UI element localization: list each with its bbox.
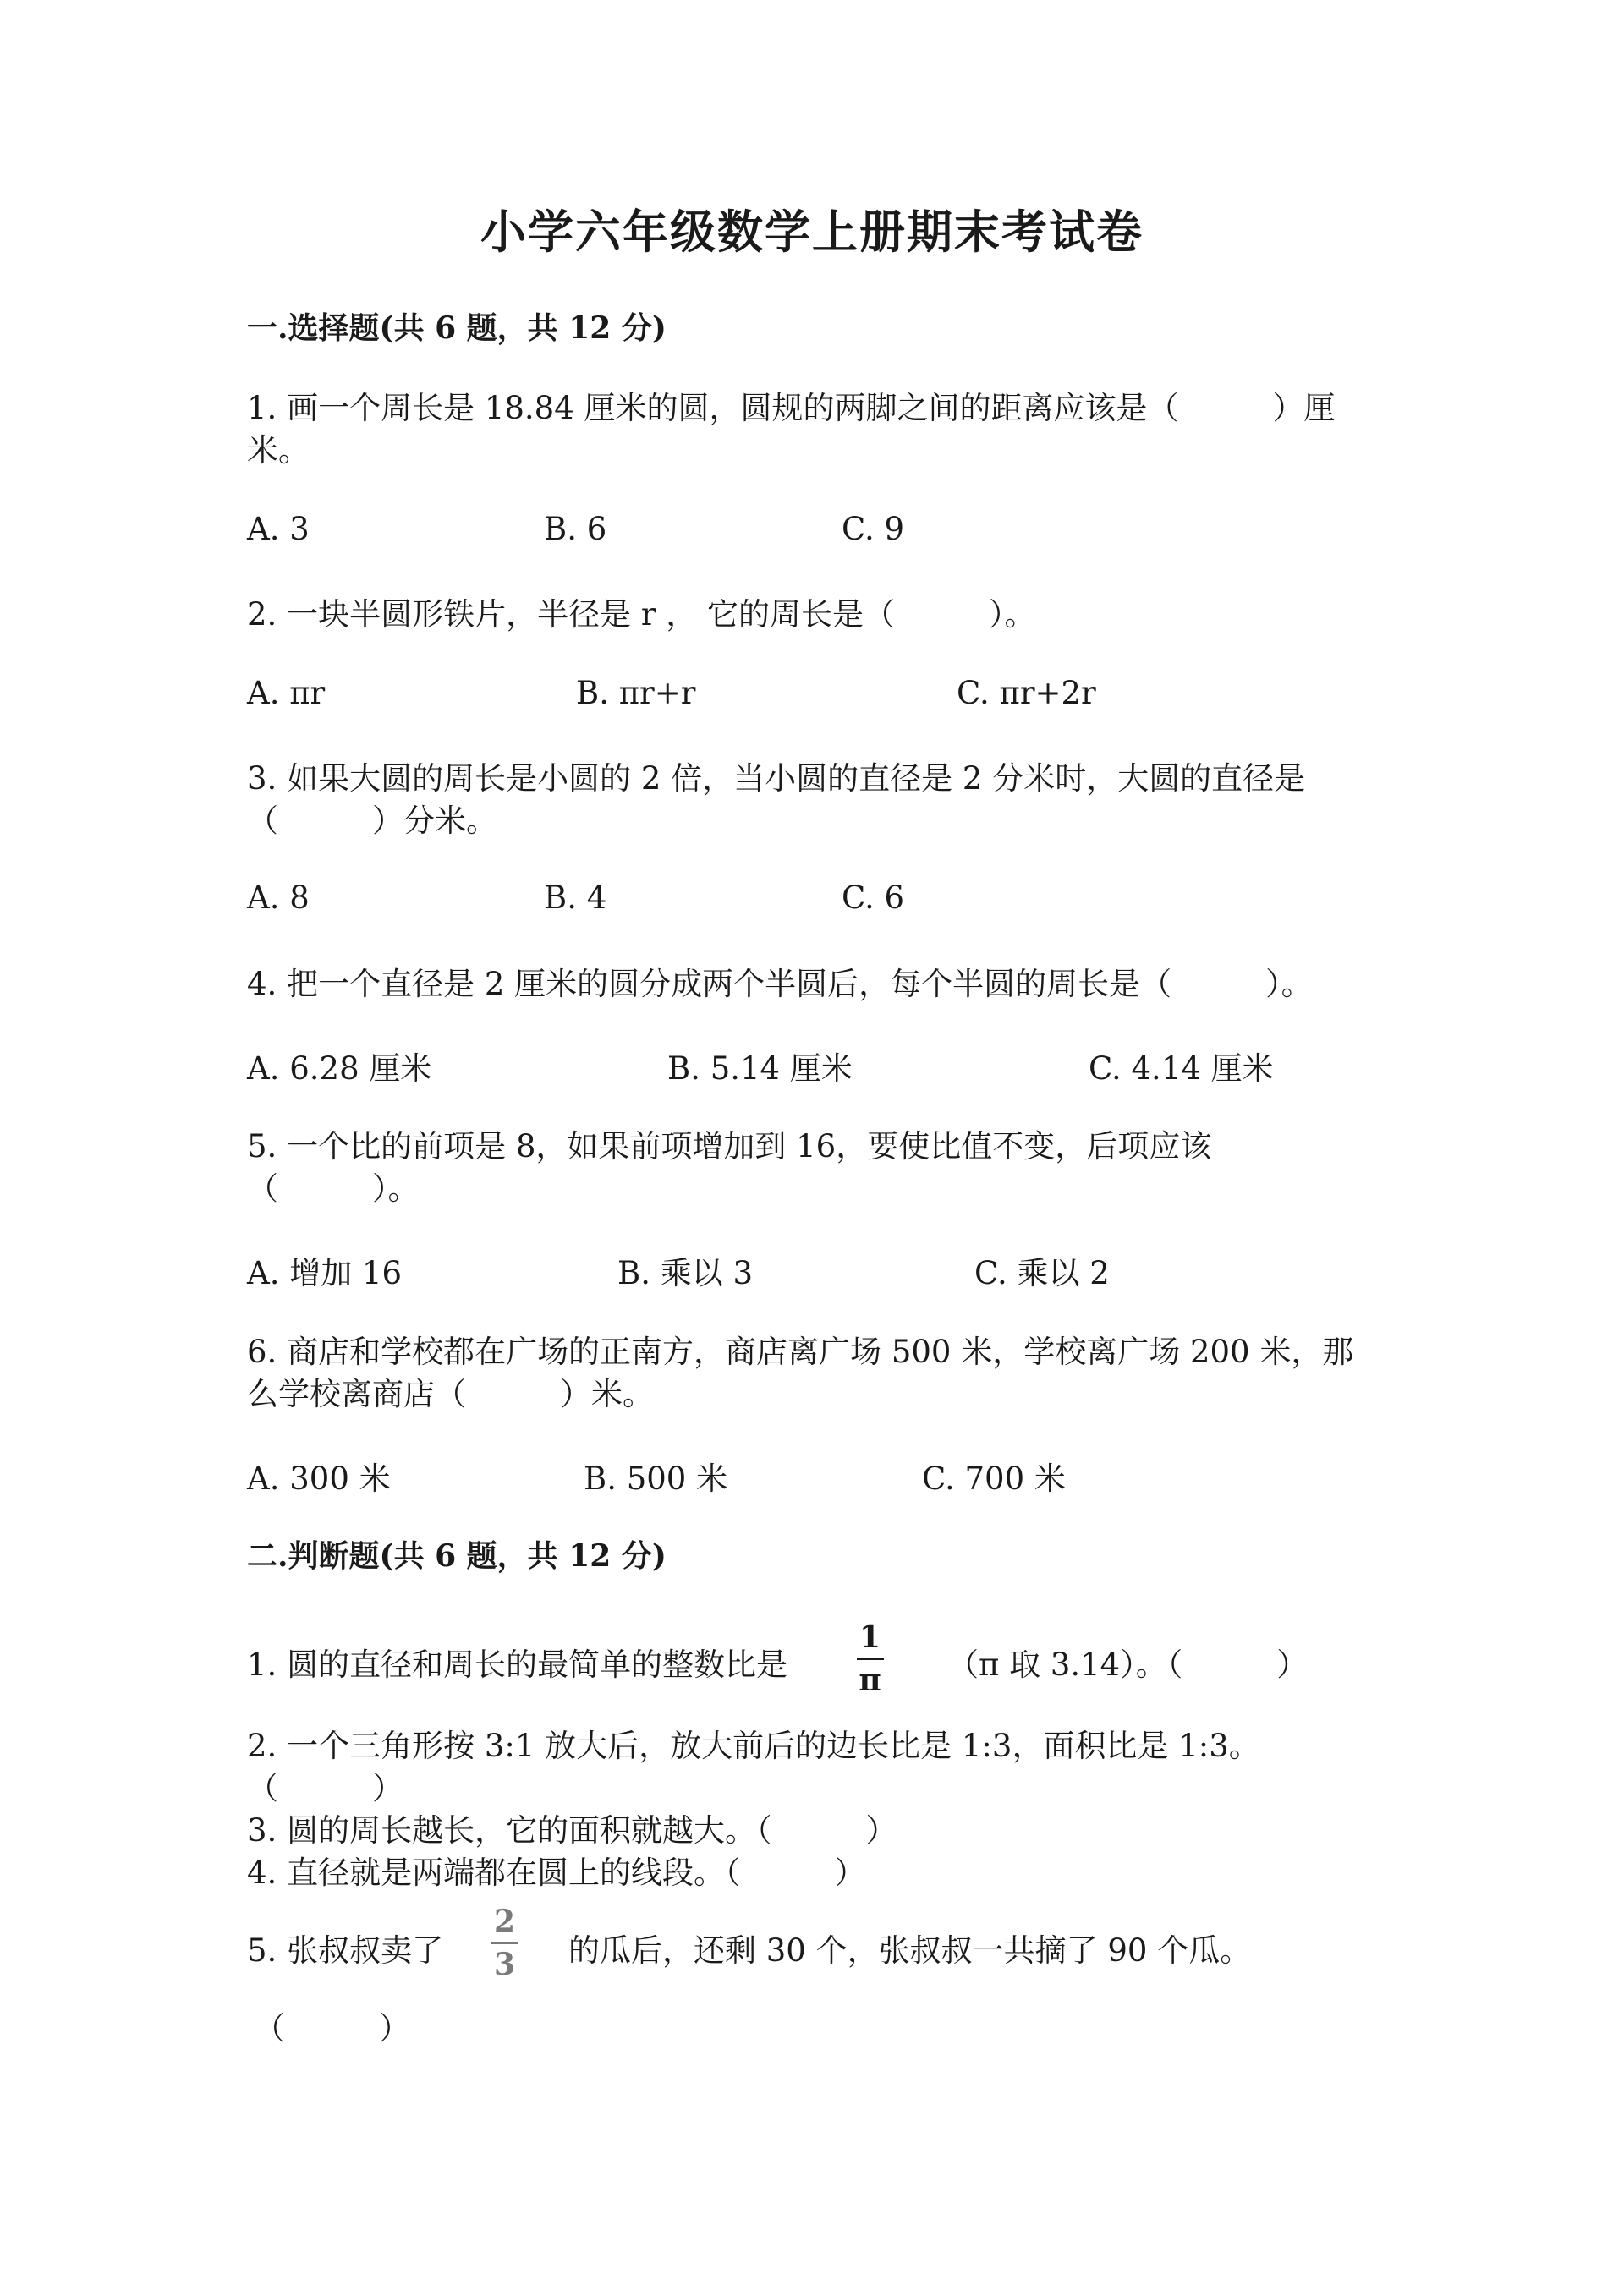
- question-5-line1: 5. 一个比的前项是 8，如果前项增加到 16，要使比值不变，后项应该: [247, 1128, 1212, 1164]
- page-title: 小学六年级数学上册期末考试卷: [480, 205, 1144, 259]
- judgement-1-fraction: [856, 1619, 884, 1698]
- question-4-option-c: C. 4.14 厘米: [1089, 1050, 1274, 1087]
- judgement-4-text: 4. 直径就是两端都在圆上的线段。（ ）: [247, 1855, 866, 1891]
- question-5-option-a: A. 增加 16: [247, 1255, 403, 1291]
- question-1-option-a: A. 3: [247, 511, 310, 547]
- question-6-option-c: C. 700 米: [922, 1460, 1066, 1497]
- question-4-line1: 4. 把一个直径是 2 厘米的圆分成两个半圆后，每个半圆的周长是（ ）。: [247, 966, 1313, 1002]
- question-2-option-a: A. πr: [247, 675, 326, 711]
- question-6-option-a: A. 300 米: [247, 1460, 391, 1497]
- question-2-line1: 2. 一块半圆形铁片，半径是 r ， 它的周长是（ ）。: [247, 596, 1036, 633]
- judgement-5-tail: 的瓜后，还剩 30 个，张叔叔一共摘了 90 个瓜。: [568, 1932, 1252, 1969]
- question-1-line2: 米。: [247, 432, 310, 469]
- question-3-option-a: A. 8: [247, 879, 310, 916]
- fraction-denominator: 3: [494, 1947, 516, 1982]
- section-heading-judgement: 二.判断题(共 6 题，共 12 分): [247, 1538, 667, 1574]
- judgement-5-text: 5. 张叔叔卖了: [247, 1932, 444, 1969]
- judgement-2-line2: （ ）: [247, 1770, 403, 1806]
- fraction-denominator: π: [859, 1663, 881, 1698]
- question-5-line2: （ ）。: [247, 1170, 420, 1207]
- question-6-line1: 6. 商店和学校都在广场的正南方，商店离广场 500 米，学校离广场 200 米，那: [247, 1334, 1354, 1370]
- question-5-option-c: C. 乘以 2: [974, 1255, 1110, 1291]
- judgement-2-line1: 2. 一个三角形按 3:1 放大后，放大前后的边长比是 1:3，面积比是 1:3。: [247, 1728, 1260, 1764]
- question-3-option-b: B. 4: [544, 879, 607, 916]
- fraction-numerator: 1: [859, 1619, 881, 1655]
- question-1-line1: 1. 画一个周长是 18.84 厘米的圆，圆规的两脚之间的距离应该是（ ）厘: [247, 390, 1336, 426]
- question-2-option-c: C. πr+2r: [957, 675, 1096, 711]
- judgement-1-text: 1. 圆的直径和周长的最简单的整数比是: [247, 1647, 788, 1683]
- question-3-option-c: C. 6: [842, 879, 905, 916]
- judgement-5-blank: （ ）: [254, 2010, 410, 2047]
- question-6-line2: 么学校离商店（ ）米。: [247, 1376, 654, 1412]
- judgement-1-tail: （π 取 3.14）。（ ）: [947, 1647, 1309, 1683]
- section-heading-choice: 一.选择题(共 6 题，共 12 分): [247, 310, 667, 346]
- question-3-line2: （ ）分米。: [247, 803, 497, 839]
- judgement-5-fraction: [491, 1906, 518, 1980]
- fraction-numerator: 2: [494, 1904, 516, 1939]
- question-4-option-b: B. 5.14 厘米: [667, 1050, 853, 1087]
- question-3-line1: 3. 如果大圆的周长是小圆的 2 倍，当小圆的直径是 2 分米时，大圆的直径是: [247, 760, 1306, 797]
- question-5-option-b: B. 乘以 3: [617, 1255, 754, 1291]
- question-6-option-b: B. 500 米: [584, 1460, 728, 1497]
- question-1-option-b: B. 6: [544, 511, 607, 547]
- question-1-option-c: C. 9: [842, 511, 905, 547]
- question-2-option-b: B. πr+r: [576, 675, 696, 711]
- judgement-3-text: 3. 圆的周长越长，它的面积就越大。（ ）: [247, 1812, 897, 1849]
- question-4-option-a: A. 6.28 厘米: [247, 1050, 432, 1087]
